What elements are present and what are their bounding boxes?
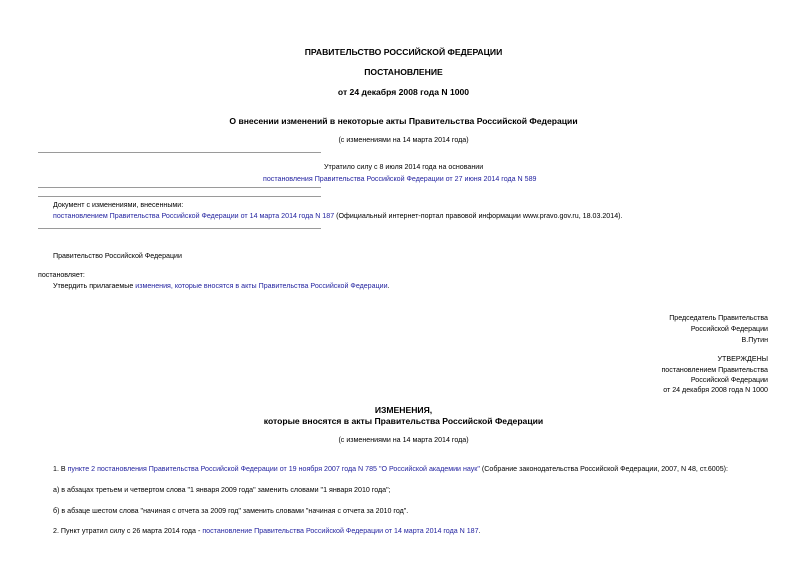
item-2-link[interactable]: постановление Правительства Российской Федерации от 14 марта 2014 года N 187	[202, 527, 479, 535]
amended-note: (с изменениями на 14 марта 2014 года)	[338, 136, 469, 144]
divider	[38, 187, 321, 188]
government-heading: ПРАВИТЕЛЬСТВО РОССИЙСКОЙ ФЕДЕРАЦИИ	[304, 47, 503, 57]
amendments-link[interactable]: постановлением Правительства Российской Федерации от 14 марта 2014 года N 187	[53, 212, 335, 220]
approve-prefix: Утвердить прилагаемые	[53, 282, 136, 290]
item-1	[53, 465, 728, 473]
amendments-label: Документ с изменениями, внесенными:	[53, 201, 184, 209]
divider	[38, 152, 321, 153]
item-1-suffix: (Собрание законодательства Российской Федерации, 2007, N 48, ст.6005):	[479, 465, 728, 473]
changes-subtitle: которые вносятся в акты Правительства Российской Федерации	[263, 416, 544, 426]
approved-line3: Российской Федерации	[690, 376, 768, 384]
approved-line2: постановлением Правительства	[661, 366, 768, 374]
item-1b: б) в абзаце шестом слова "начиная с отчета за 2009 год" заменить словами "начиная с отчета за 2010 год".	[53, 507, 409, 515]
signature-title: Председатель Правительства	[669, 314, 768, 322]
document-type: ПОСТАНОВЛЕНИЕ	[364, 67, 443, 77]
signature-country: Российской Федерации	[690, 325, 768, 333]
approve-paragraph	[53, 282, 390, 290]
item-1a: а) в абзацах третьем и четвертом слова "1 января 2009 года" заменить словами "1 января 2010 года";	[53, 486, 391, 494]
amendments-line	[53, 212, 622, 220]
decides-text: постановляет:	[38, 271, 85, 279]
approve-link[interactable]: изменения, которые вносятся в акты Правительства Российской Федерации	[135, 282, 388, 290]
item-1-prefix: 1. В	[53, 465, 68, 473]
changes-title: ИЗМЕНЕНИЯ,	[374, 405, 433, 415]
document-date-number: от 24 декабря 2008 года N 1000	[337, 87, 470, 97]
item-2	[53, 527, 481, 535]
item-1-link[interactable]: пункте 2 постановления Правительства Российской Федерации от 19 ноября 2007 года N 785 "О Российской академии наук"	[67, 465, 480, 473]
changes-amended-note: (с изменениями на 14 марта 2014 года)	[338, 436, 469, 444]
amendments-source: (Официальный интернет-портал правовой информации www.pravo.gov.ru, 18.03.2014).	[334, 212, 623, 220]
lost-force-link[interactable]: постановления Правительства Российской Федерации от 27 июня 2014 года N 589	[263, 175, 537, 183]
divider	[38, 196, 321, 197]
approved-line4: от 24 декабря 2008 года N 1000	[663, 386, 768, 394]
government-text: Правительство Российской Федерации	[53, 252, 182, 260]
divider	[38, 228, 321, 229]
approved-heading: УТВЕРЖДЕНЫ	[717, 355, 768, 363]
approve-suffix: .	[387, 282, 390, 290]
item-2-suffix: .	[478, 527, 481, 535]
item-2-prefix: 2. Пункт утратил силу с 26 марта 2014 года -	[53, 527, 203, 535]
signature-name: В.Путин	[741, 336, 768, 344]
document-title: О внесении изменений в некоторые акты Правительства Российской Федерации	[229, 116, 578, 126]
lost-force-text: Утратило силу с 8 июля 2014 года на основании	[324, 163, 484, 171]
